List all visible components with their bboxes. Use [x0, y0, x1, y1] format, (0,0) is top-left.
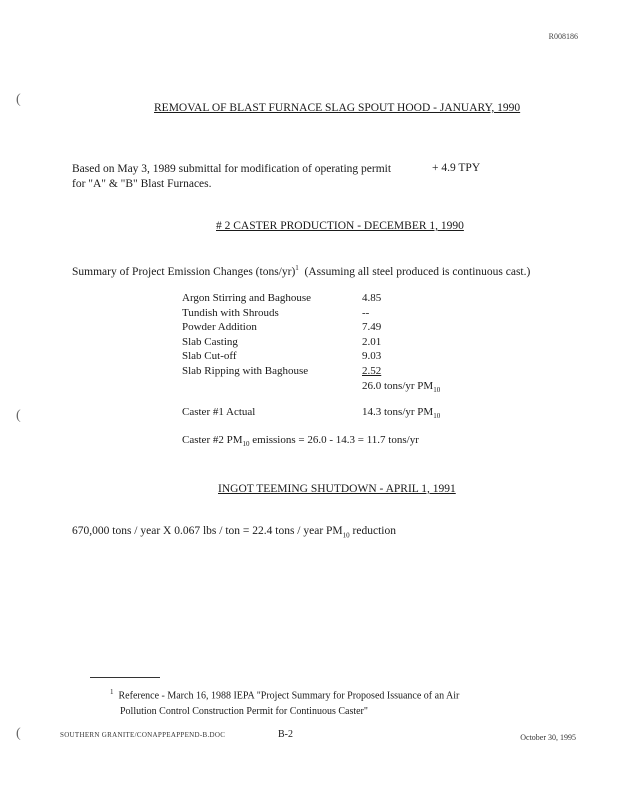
caster2-prefix: Caster #2 PM: [182, 434, 243, 446]
row-value: 9.03: [362, 350, 382, 363]
footnote-ref: 1: [295, 264, 299, 272]
calc-suffix: reduction: [349, 525, 396, 537]
total-value: 26.0 tons/yr PM: [362, 380, 434, 392]
ingot-calculation: [72, 525, 396, 539]
footnote-line-2: Pollution Control Construction Permit for Continuous Caster": [120, 706, 368, 718]
footnote-number: 1: [110, 688, 114, 696]
table-row: [182, 292, 482, 307]
punch-hole-mark: (: [16, 92, 21, 107]
table-row: [182, 365, 482, 380]
table-row: [182, 336, 482, 351]
punch-hole-mark: (: [16, 726, 21, 741]
row-label: Slab Casting: [182, 335, 238, 348]
row-label: Slab Cut-off: [182, 350, 237, 363]
caster2-emissions: [182, 434, 419, 448]
footer-page-number: B-2: [278, 729, 293, 740]
emission-total: [362, 380, 440, 394]
footer-filename: SOUTHERN GRANITE/CONAPPEAPPEND-B.DOC: [60, 731, 226, 739]
section-title-ingot: INGOT TEEMING SHUTDOWN - APRIL 1, 1991: [218, 483, 456, 495]
caster2-subscript: 10: [242, 440, 250, 449]
row-label: Tundish with Shrouds: [182, 306, 279, 319]
row-value: 2.01: [362, 335, 382, 348]
row-label: Argon Stirring and Baghouse: [182, 292, 312, 304]
slag-hood-line-1: Based on May 3, 1989 submittal for modification of operating permit: [72, 163, 392, 175]
footer-date: October 30, 1995: [520, 733, 576, 742]
calc-prefix: 670,000 tons / year X 0.067 lbs / ton = 22.4 tons / year PM: [72, 525, 343, 537]
slag-hood-value: + 4.9 TPY: [432, 162, 481, 174]
section-title-caster: # 2 CASTER PRODUCTION - DECEMBER 1, 1990: [216, 220, 464, 232]
table-row: [182, 321, 482, 336]
total-subscript: 10: [433, 386, 441, 395]
caster1-value: 14.3 tons/yr PM: [362, 406, 434, 418]
row-label: Powder Addition: [182, 321, 257, 334]
summary-text: Summary of Project Emission Changes (tons/yr): [72, 265, 296, 278]
slag-hood-line-2: for "A" & "B" Blast Furnaces.: [72, 178, 212, 190]
row-label: Slab Ripping with Baghouse: [182, 364, 309, 377]
emission-summary-heading: [72, 264, 530, 278]
footnote: [110, 684, 459, 720]
caster1-value-wrap: [362, 406, 440, 420]
caster1-label: Caster #1 Actual: [182, 406, 256, 418]
row-value: 2.52: [362, 364, 382, 377]
footnote-line-1: [110, 684, 459, 704]
caster1-actual: [182, 406, 441, 421]
footnote-text-1: Reference - March 16, 1988 IEPA "Project Summary for Proposed Issuance of an Air: [118, 690, 460, 702]
row-value: --: [362, 306, 370, 319]
footnote-divider: [90, 677, 160, 678]
punch-hole-mark: (: [16, 408, 21, 423]
caster2-rest: emissions = 26.0 - 14.3 = 11.7 tons/yr: [249, 434, 419, 446]
caster1-subscript: 10: [433, 412, 441, 421]
row-value: 7.49: [362, 321, 382, 334]
table-row: [182, 307, 482, 322]
row-value: 4.85: [362, 292, 382, 304]
summary-note: (Assuming all steel produced is continuous cast.): [304, 265, 531, 278]
calc-subscript: 10: [342, 531, 350, 540]
emission-table: [182, 292, 482, 380]
slag-hood-paragraph: [72, 162, 391, 192]
document-id: R008186: [548, 32, 578, 41]
section-title-slag-hood: REMOVAL OF BLAST FURNACE SLAG SPOUT HOOD - JANUARY, 1990: [154, 102, 521, 114]
table-row: [182, 350, 482, 365]
